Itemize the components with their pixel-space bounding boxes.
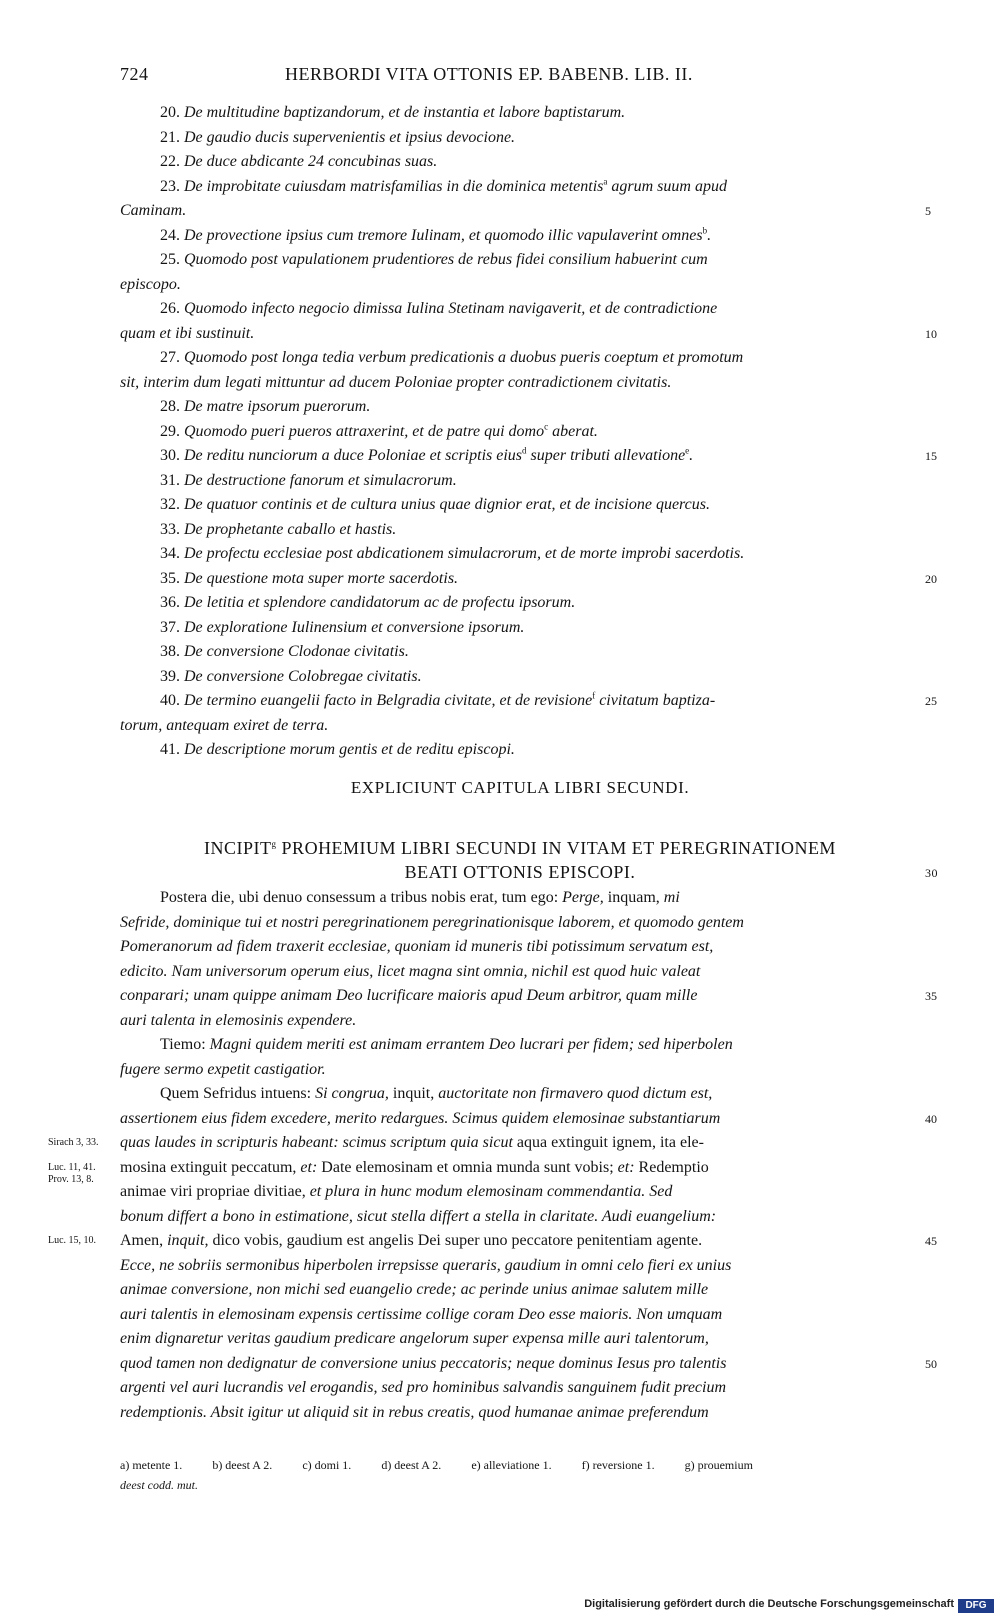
chapter-line [120, 371, 920, 396]
footnote-marker: e [685, 445, 690, 456]
prose-text: et: [617, 1158, 635, 1176]
chapter-text: De conversione Colobregae civitatis. [184, 667, 422, 685]
chapter-line [120, 101, 920, 126]
prose-line [120, 1180, 920, 1205]
marginal-reference-line: Luc. 11, 41. [48, 1161, 96, 1173]
chapter-text: De prophetante caballo et hastis. [184, 520, 397, 538]
prose-text: argenti vel auri lucrandis vel erogandis, sed pro hominibus salvandis sanguinem fudit precium [120, 1379, 727, 1396]
chapter-text: De provectione ipsius cum tremore Iulinam, et quomodo illic vapulaverint omnes [184, 226, 703, 244]
line-number: 30 [925, 866, 938, 880]
prose-text: aqua extinguit ignem, ita ele- [516, 1134, 704, 1151]
chapter-text: aberat. [548, 422, 598, 440]
prose-text: et plura in hunc modum elemosinam commendantia. Sed [309, 1183, 673, 1200]
marginal-reference-line: Luc. 15, 10. [48, 1235, 97, 1246]
footnote: a) metente 1. [120, 1458, 183, 1472]
chapter-text-continued: quam et ibi sustinuit. [120, 324, 255, 342]
prose-text: mi [663, 889, 680, 906]
prose-text: auri talentis in elemosinam expensis certissime collige coram Deo esse maioris. Non umquam [120, 1305, 723, 1323]
prose-text: enim dignaretur veritas gaudium predicare angelorum super expensa mille auri talentorum, [120, 1330, 709, 1347]
prose-text: Redemptio [634, 1158, 709, 1176]
incipit-heading-line-2: BEATI OTTONIS EPISCOPI. 30 [120, 860, 920, 884]
prose-text: Perge, [562, 889, 604, 906]
chapter-text-continued: Caminam. [120, 202, 187, 219]
footer-bar [0, 1596, 1000, 1616]
chapter-line [120, 518, 920, 543]
dfg-logo: DFG [958, 1599, 994, 1613]
footnote-row [120, 1455, 920, 1475]
prose-line [120, 1254, 920, 1279]
chapter-line [120, 248, 920, 273]
funding-notice: Digitalisierung gefördert durch die Deutsche Forschungsgemeinschaft [584, 1598, 954, 1610]
prose-line [120, 1082, 920, 1107]
chapter-line [120, 591, 920, 616]
prose-text: auri talenta in elemosinis expendere. [120, 1011, 357, 1029]
footnote-marker: b [702, 225, 708, 236]
incipit-block [120, 836, 938, 884]
chapter-text: De profectu ecclesiae post abdicationem simulacrorum, et de morte improbi sacerdotis. [184, 545, 745, 562]
footnote-marker: f [592, 690, 596, 701]
incipit-heading-line-1: INCIPIT$^g$ PROHEMIUM LIBRI SECUNDI IN VITAM ET PEREGRINATIONEM [204, 838, 836, 858]
chapter-text: De destructione fanorum et simulacrorum. [184, 471, 457, 489]
chapter-number: 25. [160, 251, 184, 268]
chapter-text: Quomodo pueri pueros attraxerint, et de patre qui domo [184, 422, 545, 440]
prose-text: inquit, [167, 1232, 209, 1249]
footnote: g) prouemium [684, 1458, 753, 1472]
prose-text: conparari; unam quippe animam Deo lucrificare maioris apud Deum arbitror, quam mille [120, 987, 698, 1004]
chapter-number: 32. [160, 496, 184, 513]
prose-line [120, 1058, 920, 1083]
chapter-line [120, 199, 931, 224]
chapter-list [120, 101, 937, 763]
chapter-line [120, 493, 920, 518]
chapter-text: De multitudine baptizandorum, et de instantia et labore baptistarum. [184, 104, 626, 121]
prose-text: animae conversione, non michi sed euangelio crede; ac perinde unius animae salutem mille [120, 1281, 709, 1298]
prose-line [120, 1229, 937, 1254]
footnote: f) reversione 1. [581, 1458, 655, 1472]
prose-text: Quem Sefridus intuens: [160, 1085, 316, 1102]
prose-line [120, 1205, 920, 1230]
prose-line [120, 1033, 920, 1058]
footnote: c) domi 1. [302, 1458, 352, 1472]
prose-line [120, 1303, 920, 1328]
chapter-line [120, 616, 920, 641]
prose-line [120, 1327, 920, 1352]
prose-text: assertionem eius fidem excedere, merito redargues. Scimus quidem elemosinae substantiarum [120, 1109, 721, 1127]
chapter-number: 40. [160, 692, 184, 709]
chapter-text: De matre ipsorum puerorum. [184, 398, 371, 415]
prose-text: Amen, [120, 1232, 168, 1249]
chapter-text: De descriptione morum gentis et de reditu episcopi. [184, 741, 515, 758]
line-number: 35 [925, 989, 937, 1003]
prose-text: quas laudes in scripturis habeant: scimus scriptum quia sicut [120, 1134, 517, 1151]
chapter-text: De questione mota super morte sacerdotis. [184, 569, 459, 587]
chapter-number: 41. [160, 741, 184, 758]
chapter-text: De reditu nunciorum a duce Poloniae et scriptis eius [184, 447, 523, 464]
chapter-number: 34. [160, 545, 184, 562]
chapter-line [120, 224, 920, 249]
chapter-line [120, 542, 920, 567]
chapter-text-continued: torum, antequam exiret de terra. [120, 716, 329, 734]
chapter-text: De exploratione Iulinensium et conversione ipsorum. [184, 618, 525, 636]
chapter-text: Quomodo post vapulationem prudentiores de rebus fidei consilium habuerint cum [184, 251, 708, 268]
chapter-number: 29. [160, 422, 184, 440]
chapter-number: 28. [160, 398, 184, 415]
prose-text: inquam, [603, 889, 664, 906]
prose-text: Pomeranorum ad fidem traxerit ecclesiae, quoniam id muneris tibi potissimum servatum est, [120, 938, 714, 955]
chapter-line [120, 126, 920, 151]
chapter-number: 30. [160, 447, 184, 464]
prose-text: Magni quidem meriti est animam errantem Deo lucrari per fidem; sed hiperbolen [209, 1036, 733, 1053]
chapter-line [120, 420, 920, 445]
line-number: 25 [925, 694, 937, 708]
chapter-text: civitatum baptiza- [595, 692, 716, 709]
marginal-reference [48, 1162, 96, 1186]
chapter-text: De termino euangelii facto in Belgradia civitate, et de revisione [184, 692, 593, 709]
chapter-text: Quomodo infecto negocio dimissa Iulina Stetinam navigaverit, et de contradictione [184, 300, 718, 317]
chapter-line [120, 469, 920, 494]
line-number: 10 [925, 326, 937, 341]
chapter-number: 33. [160, 520, 184, 538]
line-number: 15 [925, 449, 937, 463]
footnote-marker: d [522, 445, 527, 456]
footnote: e) alleviatione 1. [471, 1458, 552, 1472]
explicit-block [120, 776, 920, 801]
chapter-text: . [689, 447, 694, 464]
chapter-line [120, 322, 937, 347]
prose-line [120, 886, 920, 911]
chapter-text: . [707, 226, 712, 244]
chapter-number: 38. [160, 643, 184, 660]
footnote-marker: c [544, 421, 549, 432]
prose-line [120, 960, 920, 985]
prose-line [120, 1156, 920, 1181]
chapter-text: De improbitate cuiusdam matrisfamilias in die dominica metentis [184, 177, 604, 195]
prose-line [120, 984, 937, 1009]
chapter-text: De gaudio ducis supervenientis et ipsius devocione. [184, 128, 516, 146]
chapter-number: 20. [160, 104, 184, 121]
prose-text: Si congrua, [315, 1085, 389, 1102]
prose-text: inquit, [388, 1085, 439, 1102]
chapter-number: 27. [160, 349, 184, 366]
chapter-line [120, 738, 920, 763]
prose-text: Tiemo: [160, 1036, 210, 1053]
chapter-number: 31. [160, 471, 184, 489]
chapter-number: 37. [160, 618, 184, 636]
prose-line [120, 911, 920, 936]
chapter-text-continued: episcopo. [120, 275, 181, 293]
chapter-text-continued: sit, interim dum legati mittuntur ad ducem Poloniae propter contradictionem civitatis. [120, 373, 672, 391]
prose-line [120, 1376, 920, 1401]
chapter-line [120, 150, 920, 175]
prose-text: Ecce, ne sobriis sermonibus hiperbolen irrepsisse queraris, gaudium in omni celo fieri ex unius [120, 1256, 732, 1274]
chapter-text: De conversione Clodonae civitatis. [184, 643, 409, 660]
page-number: 724 [120, 64, 149, 84]
prose-text: dico vobis, gaudium est angelis Dei super uno peccatore penitentiam agente. [208, 1232, 703, 1249]
running-title: HERBORDI VITA OTTONIS EP. BABENB. LIB. II. [285, 64, 693, 84]
prose-line [120, 1131, 920, 1156]
prose-line [120, 1278, 920, 1303]
prose-block [120, 886, 937, 1425]
chapter-text: Quomodo post longa tedia verbum predicationis a duobus pueris coeptum et promotum [184, 349, 744, 366]
line-number: 20 [925, 571, 937, 586]
marginal-reference-line: Prov. 13, 8. [48, 1173, 94, 1185]
prose-line [120, 1009, 920, 1034]
prose-text: et: [300, 1158, 318, 1176]
chapter-text: De duce abdicante 24 concubinas suas. [184, 153, 438, 170]
prose-line [120, 1107, 937, 1132]
chapter-line [120, 395, 920, 420]
line-number: 45 [925, 1234, 937, 1248]
chapter-line [120, 665, 920, 690]
prose-text: animae viri propriae divitiae, [120, 1183, 310, 1200]
explicit-heading: EXPLICIUNT CAPITULA LIBRI SECUNDI. [350, 778, 690, 797]
prose-text: Date elemosinam et omnia munda sunt vobis; [317, 1158, 618, 1176]
prose-text: fugere sermo expetit castigatior. [120, 1060, 326, 1078]
chapter-text: De quatuor continis et de cultura unius quae dignior erat, et de incisione quercus. [184, 496, 710, 513]
chapter-line [120, 273, 920, 298]
line-number: 5 [925, 204, 931, 218]
chapter-text: agrum suum apud [607, 177, 727, 195]
marginal-reference-line: Sirach 3, 33. [48, 1137, 99, 1148]
chapter-line [120, 346, 920, 371]
chapter-number: 22. [160, 153, 184, 170]
chapter-number: 36. [160, 594, 184, 611]
prose-text: Sefride, dominique tui et nostri peregrinationem peregrinationisque laborem, et quomodo gentem [120, 913, 744, 931]
footnote: b) deest A 2. [212, 1458, 273, 1472]
prose-text: auctoritate non firmavero quod dictum est, [438, 1085, 713, 1102]
running-head [120, 64, 920, 88]
chapter-number: 26. [160, 300, 184, 317]
prose-line [120, 1352, 937, 1377]
footnotes [120, 1455, 920, 1495]
line-number: 40 [925, 1111, 937, 1126]
prose-line [120, 1401, 920, 1426]
prose-line [120, 935, 920, 960]
footnote: d) deest A 2. [381, 1458, 442, 1472]
chapter-line [120, 567, 937, 592]
chapter-line [120, 714, 920, 739]
prose-text: Postera die, ubi denuo consessum a tribus nobis erat, tum ego: [160, 889, 563, 906]
chapter-line [120, 444, 937, 469]
line-number: 50 [925, 1356, 937, 1371]
marginal-reference [48, 1235, 96, 1247]
prose-text: edicito. Nam universorum operum eius, licet magna sint omnia, nichil est quod huic valeat [120, 962, 701, 980]
prose-text: redemptionis. Absit igitur ut aliquid sit in rebus creatis, quod humanae animae preferendum [120, 1403, 709, 1421]
chapter-line [120, 689, 937, 714]
chapter-text: De letitia et splendore candidatorum ac de profectu ipsorum. [184, 594, 576, 611]
chapter-text: super tributi allevatione [526, 447, 686, 464]
prose-text: mosina extinguit peccatum, [120, 1158, 301, 1176]
chapter-number: 21. [160, 128, 184, 146]
marginal-reference [48, 1137, 99, 1149]
chapter-number: 24. [160, 226, 184, 244]
footnote-marker: a [603, 176, 608, 187]
chapter-number: 23. [160, 177, 184, 195]
chapter-number: 39. [160, 667, 184, 685]
prose-text: quod tamen non dedignatur de conversione unius peccatoris; neque dominus Iesus pro talentis [120, 1354, 727, 1372]
footnote-continuation: deest codd. mut. [120, 1478, 198, 1492]
chapter-number: 35. [160, 569, 184, 587]
chapter-line [120, 175, 920, 200]
chapter-line [120, 640, 920, 665]
chapter-line [120, 297, 920, 322]
prose-text: bonum differt a bono in estimatione, sicut stella differt a stella in claritate. Audi euangelium: [120, 1207, 717, 1225]
